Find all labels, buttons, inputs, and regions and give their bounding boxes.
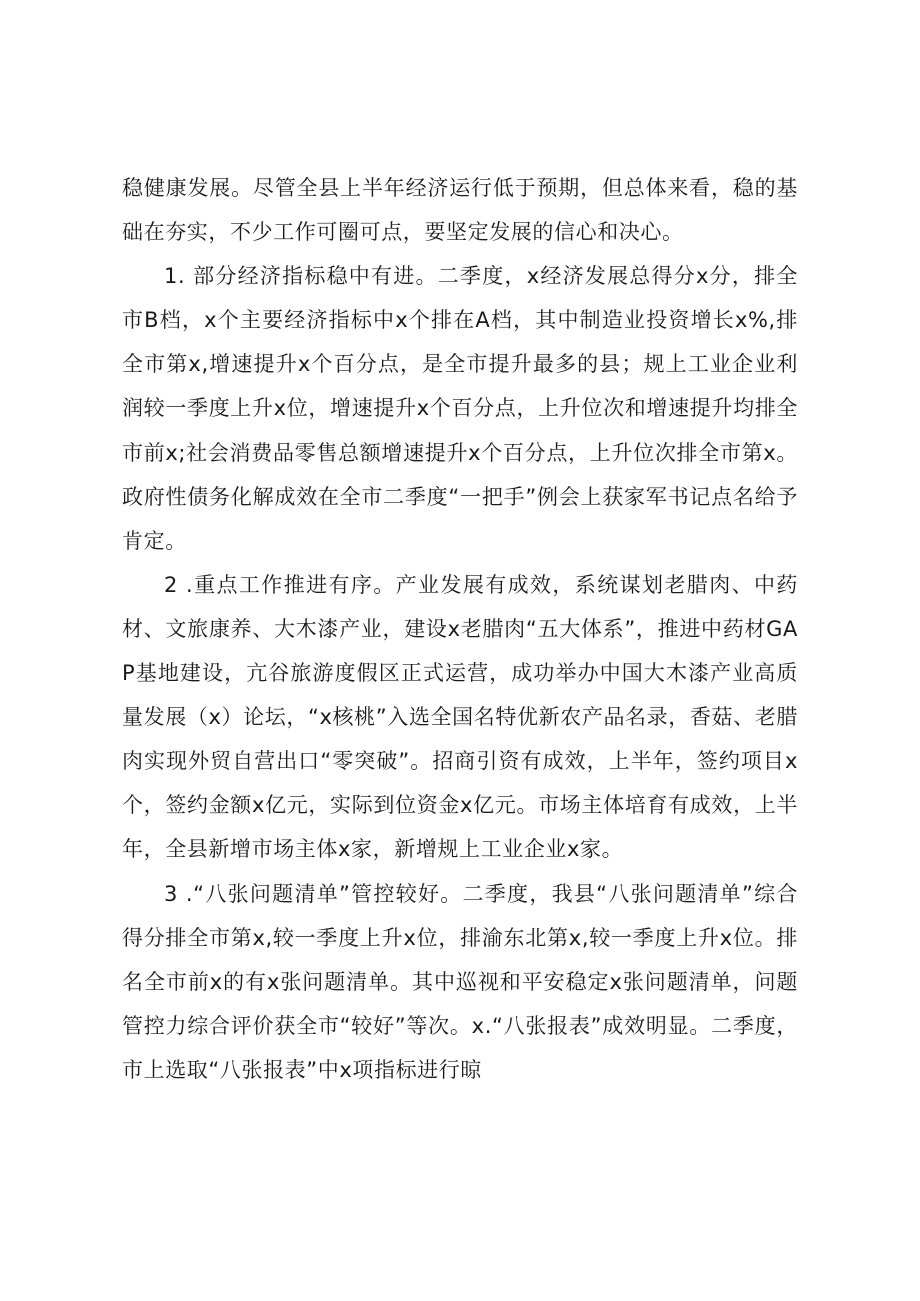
paragraph-intro: 稳健康发展。尽管全县上半年经济运行低于预期，但总体来看，稳的基础在夯实，不少工作可圈可点，要坚定发展的信心和决心。 (122, 176, 798, 245)
paragraph-problem-lists: 3 .“八张问题清单”管控较好。二季度，我县“八张问题清单”综合得分排全市第x,较一季度上升x位，排渝东北第x,较一季度上升x位。排名全市前x的有x张问题清单。其中巡视和平安稳定x张问题清单，问题管控力综合评价获全市“较好”等次。x.“八张报表”成效明显。二季度，市上选取“八张报表”中x项指标进行晾 (122, 881, 798, 1082)
paragraph-economic-indicators: 1. 部分经济指标稳中有进。二季度，x经济发展总得分x分，排全市B档，x个主要经济指标中x个排在A档，其中制造业投资增长x%,排全市第x,增速提升x个百分点，是全市提升最多的县；规上工业企业利润较一季度上升x位，增速提升x个百分点，上升位次和增速提升均排全市前x;社会消费品零售总额增速提升x个百分点，上升位次排全市第x。政府性债务化解成效在全市二季度“一把手”例会上获家军书记点名给予肯定。 (122, 264, 798, 553)
document-body (122, 166, 798, 1092)
paragraph-key-work: 2 .重点工作推进有序。产业发展有成效，系统谋划老腊肉、中药材、文旅康养、大木漆产业，建设x老腊肉“五大体系”，推进中药材GAP基地建设，亢谷旅游度假区正式运营，成功举办中国大木漆产业高质量发展（x）论坛，“x核桃”入选全国名特优新农产品名录，香菇、老腊肉实现外贸自营出口“零突破”。招商引资有成效，上半年，签约项目x个，签约金额x亿元，实际到位资金x亿元。市场主体培育有成效，上半年，全县新增市场主体x家，新增规上工业企业x家。 (122, 572, 798, 862)
